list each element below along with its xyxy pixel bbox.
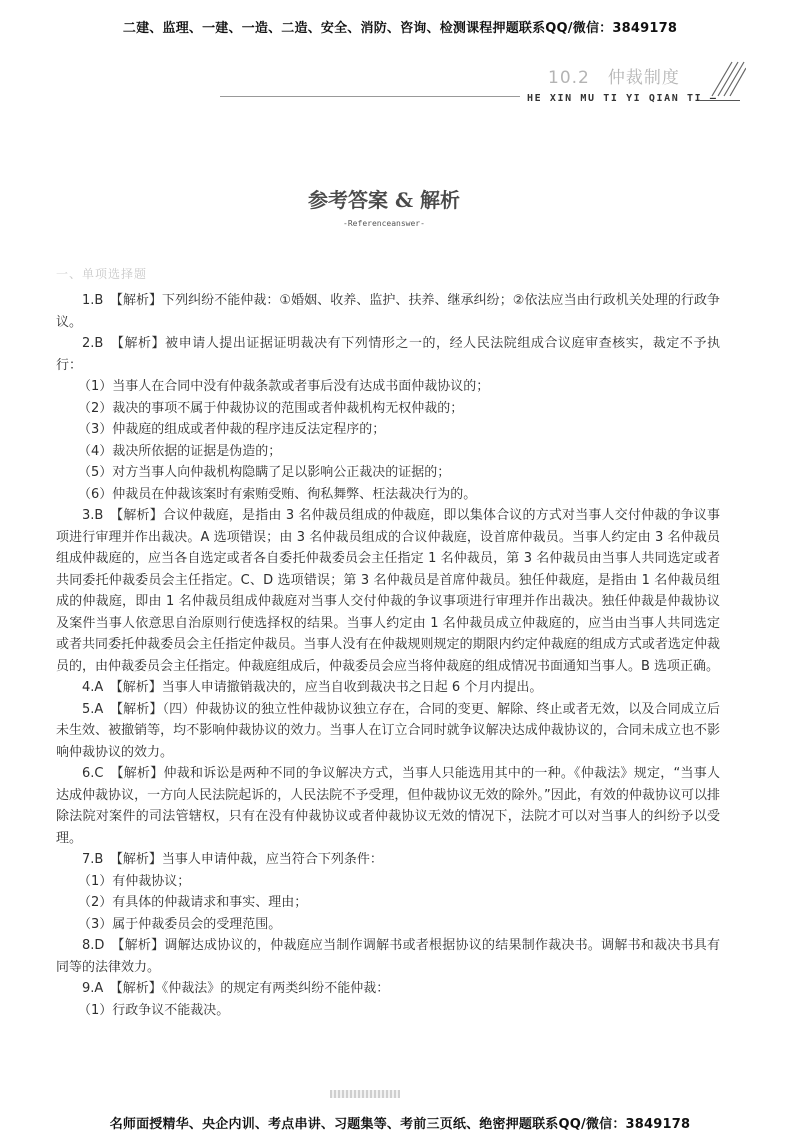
header-rule-short [700, 100, 740, 101]
header-rule [220, 96, 520, 97]
list-item: （5）对方当事人向仲裁机构隐瞒了足以影响公正裁决的证据的； [78, 465, 451, 480]
list-item: （4）裁决所依据的证据是伪造的； [78, 443, 282, 459]
chapter-title: 10.2 仲裁制度 [548, 68, 680, 88]
answer-paragraph: 4.A 【解析】当事人申请撤销裁决的，应当自收到裁决书之日起 6 个月内提出。 [82, 680, 543, 695]
scan-mark [330, 1090, 400, 1098]
answer-body [56, 290, 720, 1021]
top-banner: 二建、监理、一建、一造、二造、安全、消防、咨询、检测课程押题联系QQ/微信：3849178 [122, 21, 678, 36]
answer-paragraph: 6.C 【解析】仲裁和诉讼是两种不同的争议解决方式，当事人只能选用其中的一种。《仲裁法》规定，“当事人达成仲裁协议，一方向人民法院起诉的，人民法院不予受理，但仲裁协议无效的除外。”因此，有效的仲裁协议可以排除法院对案件的司法管辖权，只有在没有仲裁协议或者仲裁协议无效的情况下，法院才可以对当事人的纠纷予以受理。 [56, 766, 720, 846]
list-item: （1）当事人在合同中没有仲裁条款或者事后没有达成书面仲裁协议的； [78, 379, 490, 394]
list-item: （2）有具体的仲裁请求和事实、理由； [78, 895, 308, 910]
answer-paragraph: 8.D 【解析】调解达成协议的，仲裁庭应当制作调解书或者根据协议的结果制作裁决书。调解书和裁决书具有同等的法律效力。 [56, 938, 720, 975]
answer-paragraph: 3.B 【解析】合议仲裁庭，是指由 3 名仲裁员组成的仲裁庭，即以集体合议的方式对当事人交付仲裁的争议事项进行审理并作出裁决。A 选项错误；由 3 名仲裁员组成的合议仲裁庭，设首席仲裁员。当事人约定由 3 名仲裁员组成仲裁庭的，应当各自选定或者各自委托仲裁委员会主任指定 1 名仲裁员，第 3 名仲裁员由当事人共同选定或者共同委托仲裁委员会主任指定。C、D 选项错误；第 3 名仲裁员是首席仲裁员。独任仲裁庭，是指由 1 名仲裁员组成的仲裁庭，即由 1 名仲裁员组成仲裁庭对当事人交付仲裁的争议事项进行审理并作出裁决。独任仲裁是仲裁协议及案件当事人依意思自治原则行使选择权的结果。当事人约定由 1 名仲裁员成立仲裁庭的，应当由当事人共同选定或者共同委托仲裁委员会主任指定仲裁员。当事人没有在仲裁规则规定的期限内约定仲裁庭的组成方式或者选定仲裁员的，由仲裁委员会主任指定。仲裁庭组成后，仲裁委员会应当将仲裁庭的组成情况书面通知当事人。B 选项正确。 [56, 508, 720, 674]
answer-paragraph: 5.A 【解析】（四）仲裁协议的独立性仲裁协议独立存在，合同的变更、解除、终止或者无效，以及合同成立后未生效、被撤销等，均不影响仲裁协议的效力。当事人在订立合同时就争议解决达成仲裁协议的，合同未成立也不影响仲裁协议的效力。 [56, 701, 720, 760]
chapter-subtitle: HE XIN MU TI YI QIAN TI — [527, 93, 718, 104]
answer-paragraph: 9.A 【解析】《仲裁法》的规定有两类纠纷不能仲裁： [82, 981, 390, 996]
answer-paragraph: 1.B 【解析】下列纠纷不能仲裁：①婚姻、收养、监护、扶养、继承纠纷；②依法应当由行政机关处理的行政争议。 [56, 293, 720, 330]
page-subtitle: -Referenceanswer- [343, 219, 425, 228]
list-item: （3）仲裁庭的组成或者仲裁的程序违反法定程序的； [78, 422, 386, 437]
answer-paragraph: 7.B 【解析】当事人申请仲裁，应当符合下列条件： [82, 852, 383, 867]
list-item: （1）行政争议不能裁决。 [78, 1002, 230, 1018]
list-item: （3）属于仲裁委员会的受理范围。 [78, 916, 282, 932]
list-item: （6）仲裁员在仲裁该案时有索贿受贿、徇私舞弊、枉法裁决行为的。 [78, 486, 477, 502]
answer-paragraph: 2.B 【解析】被申请人提出证据证明裁决有下列情形之一的，经人民法院组成合议庭审查核实，裁定不予执行： [56, 336, 720, 373]
list-item: （1）有仲裁协议； [78, 873, 191, 889]
hatch-decoration-icon [702, 58, 746, 98]
page-title: 参考答案 & 解析 [308, 188, 460, 212]
list-item: （2）裁决的事项不属于仲裁协议的范围或者仲裁机构无权仲裁的； [78, 400, 464, 416]
bottom-banner: 名师面授精华、央企内训、考点串讲、习题集等、考前三页纸、绝密押题联系QQ/微信：3849178 [109, 1117, 691, 1132]
section-heading: 一、单项选择题 [56, 267, 148, 281]
